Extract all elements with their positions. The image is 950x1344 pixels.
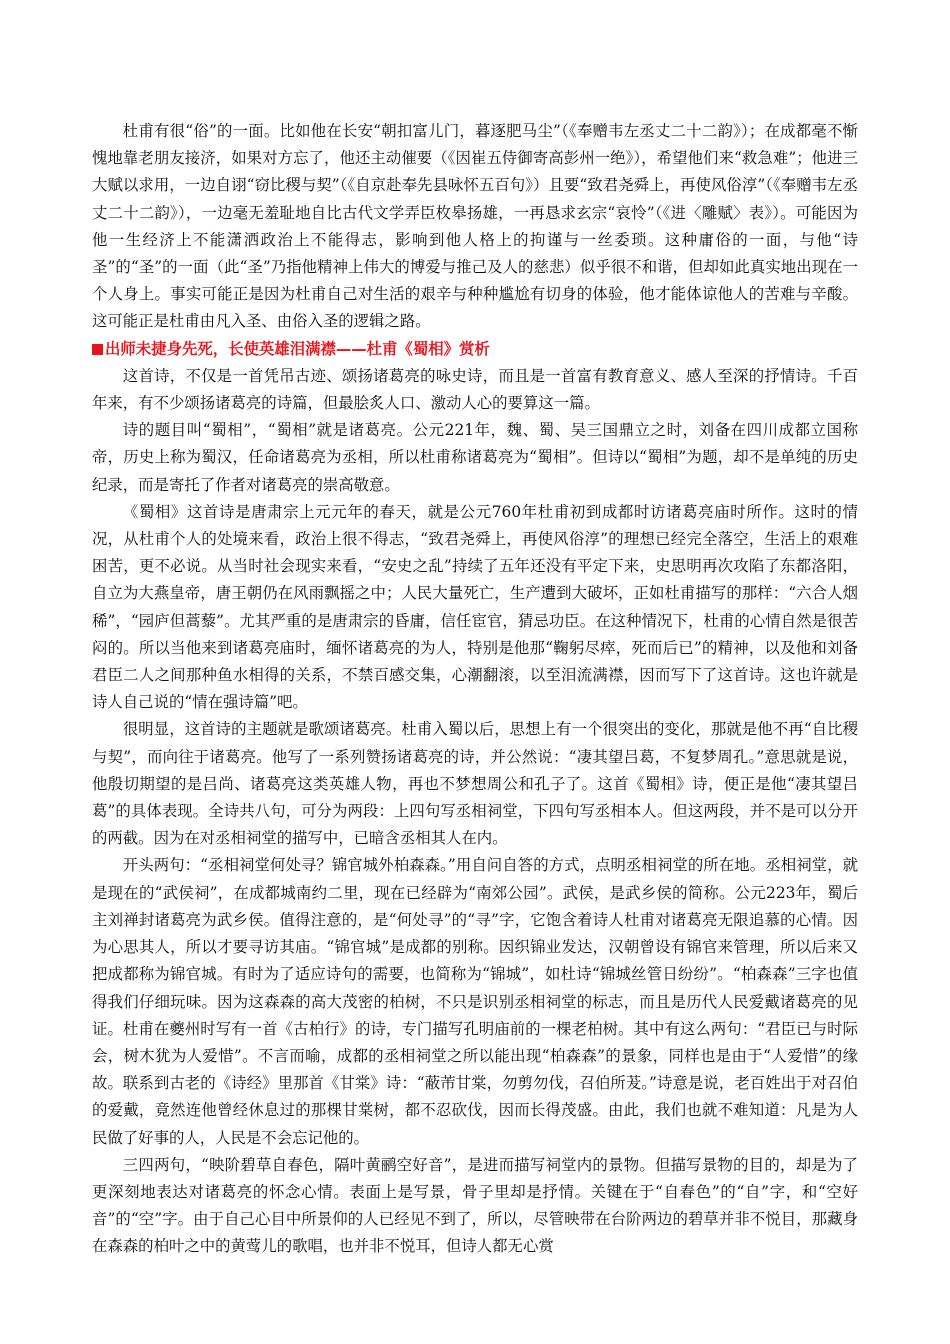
body-paragraph: 《蜀相》这首诗是唐肃宗上元元年的春天，就是公元760年杜甫初到成都时访诸葛亮庙时所作。这时的情况，从杜甫个人的处境来看，政治上很不得志，“致君尧舜上，再使风俗淳”的理想已经完全落空，生活上的艰难困苦，更不必说。从当时社会现实来看，“安史之乱”持续了五年还没有平定下来，史思明再次攻陷了东都洛阳，自立为大燕皇帝，唐王朝仍在风雨飘摇之中；人民大量死亡，生产遭到大破坏，正如杜甫描写的那样：“六合人烟稀”，“园庐但蒿藜”。尤其严重的是唐肃宗的昏庸，信任宦官，猜忌功臣。在这种情况下，杜甫的心情自然是很苦闷的。所以当他来到诸葛亮庙时，缅怀诸葛亮的为人，特别是他那“鞠躬尽瘁，死而后已”的精神，以及他和刘备君臣二人之间那种鱼水相得的关系，不禁百感交集，心潮翻滚，以至泪流满襟，因而写下了这首诗。这也许就是诗人自己说的“情在强诗篇”吧。 [92,502,858,712]
body-paragraph: 开头两句：“丞相祠堂何处寻？锦官城外柏森森。”用自问自答的方式，点明丞相祠堂的所在地。丞相祠堂，就是现在的“武侯祠”，在成都城南约二里，现在已经辟为“南郊公园”。武侯，是武乡侯的简称。公元223年，蜀后主刘禅封诸葛亮为武乡侯。值得注意的，是“何处寻”的“寻”字，它饱含着诗人杜甫对诸葛亮无限追慕的心情。因为心思其人，所以才要寻访其庙。“锦官城”是成都的别称。因织锦业发达，汉朝曾设有锦官来管理，所以后来又把成都称为锦官城。有时为了适应诗句的需要，也简称为“锦城”，如杜诗“锦城丝管日纷纷”。“柏森森”三字也值得我们仔细玩味。因为这森森的高大茂密的柏树，不只是识别丞相祠堂的标志，而且是历代人民爱戴诸葛亮的见证。杜甫在夔州时写有一首《古柏行》的诗，专门描写孔明庙前的一棵老柏树。其中有这么两句：“君臣已与时际会，树木犹为人爱惜”。不言而喻，成都的丞相祠堂之所以能出现“柏森森”的景象，同样也是由于“人爱惜”的缘故。联系到古老的《诗经》里那首《甘棠》诗：“蔽芾甘棠，勿剪勿伐，召伯所茇。”诗意是说，老百姓出于对召伯的爱戴，竟然连他曾经休息过的那棵甘棠树，都不忍砍伐，因而长得茂盛。由此，我们也就不难知道：凡是为人民做了好事的人，人民是不会忘记他的。 [92,856,858,1147]
section-heading [92,336,858,363]
intro-paragraph: 杜甫有很“俗”的一面。比如他在长安“朝扣富儿门，暮逐肥马尘”（《奉赠韦左丞丈二十二韵》）；在成都毫不惭愧地靠老朋友接济，如果对方忘了，他还主动催要（《因崔五侍御寄高彭州一绝》），希望他们来“救急难”；他进三大赋以求用，一边自诩“窃比稷与契”（《自京赴奉先县咏怀五百句》）且要“致君尧舜上，再使风俗淳”（《奉赠韦左丞丈二十二韵》），一边毫无羞耻地自比古代文学弄臣枚皋扬雄，一再恳求玄宗“哀怜”（《进〈雕赋〉表》）。可能因为他一生经济上不能潇洒政治上不能得志，影响到他人格上的拘谨与一丝委琐。这种庸俗的一面，与他“诗圣”的“圣”的一面（此“圣”乃指他精神上伟大的博爱与推己及人的慈悲）似乎很不和谐，但却如此真实地出现在一个人身上。事实可能正是因为杜甫自己对生活的艰辛与种种尴尬有切身的体验，他才能体谅他人的苦难与辛酸。这可能正是杜甫由凡入圣、由俗入圣的逻辑之路。 [92,122,858,331]
body-paragraph: 诗的题目叫“蜀相”，“蜀相”就是诸葛亮。公元221年，魏、蜀、吴三国鼎立之时，刘备在四川成都立国称帝，历史上称为蜀汉，任命诸葛亮为丞相，所以杜甫称诸葛亮为“蜀相”。但诗以“蜀相”为题，却不是单纯的历史纪录，而是寄托了作者对诸葛亮的崇高敬意。 [92,421,858,494]
body-paragraph: 这首诗，不仅是一首凭吊古迹、颂扬诸葛亮的咏史诗，而且是一首富有教育意义、感人至深的抒情诗。千百年来，有不少颂扬诸葛亮的诗篇，但最脍炙人口、激动人心的要算这一篇。 [92,366,858,413]
document-page [92,118,858,1261]
body-paragraph: 三四两句，“映阶碧草自春色，隔叶黄鹂空好音”，是进而描写祠堂内的景物。但描写景物的目的，却是为了更深刻地表达对诸葛亮的怀念心情。表面上是写景，骨子里却是抒情。关键在于“自春色”的“自”字，和“空好音”的“空”字。由于自己心目中所景仰的人已经见不到了，所以，尽管映带在台阶两边的碧草并非不悦目，那藏身在森森的柏叶之中的黄莺儿的歌唱，也并非不悦耳，但诗人都无心赏 [92,1155,858,1256]
body-paragraph: 很明显，这首诗的主题就是歌颂诸葛亮。杜甫入蜀以后，思想上有一个很突出的变化，那就是他不再“自比稷与契”，而向往于诸葛亮。他写了一系列赞扬诸葛亮的诗，并公然说：“凄其望吕葛，不复梦周孔。”意思就是说，他殷切期望的是吕尚、诸葛亮这类英雄人物，再也不梦想周公和孔子了。这首《蜀相》诗，便正是他“凄其望吕葛”的具体表现。全诗共八句，可分为两段：上四句写丞相祠堂，下四句写丞相本人。但这两段，并不是可以分开的两截。因为在对丞相祠堂的描写中，已暗含丞相其人在内。 [92,720,858,848]
square-bullet-icon [92,344,103,355]
section-heading-text: 出师未捷身先死，长使英雄泪满襟——杜甫《蜀相》赏析 [105,339,490,358]
